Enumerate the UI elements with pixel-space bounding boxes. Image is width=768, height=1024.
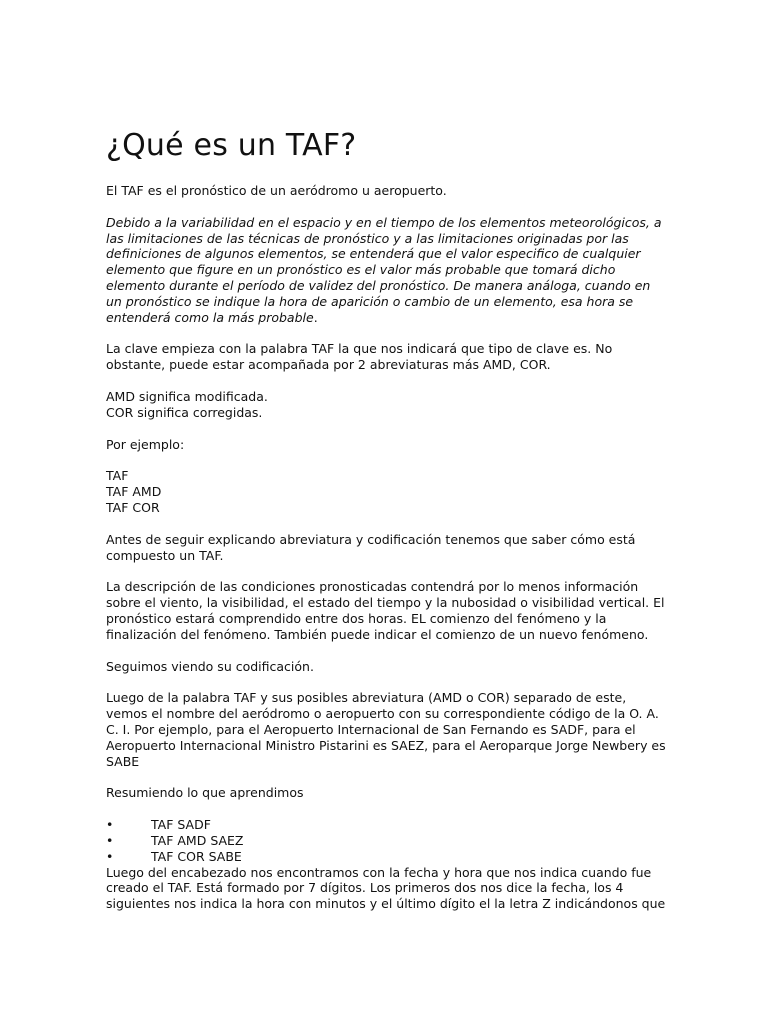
- bullet-icon: •: [106, 832, 114, 848]
- page-title: ¿Qué es un TAF?: [106, 128, 357, 163]
- paragraph-seguimos: Seguimos viendo su codificación.: [106, 658, 314, 674]
- paragraph-luego-taf: Luego de la palabra TAF y sus posibles abreviatura (AMD o COR) separado de este, vemos el nombre del aeródromo o aeropuerto con su correspondiente código de la O. A. C. I. Por ejemplo, para el Aeropuerto Internacional de San Fernando es SADF, para el Aeropuerto Internacional Ministro Pistarini es SAEZ, para el Aeroparque Jorge Newbery es SABE: [106, 690, 666, 769]
- example-block: [106, 468, 666, 515]
- paragraph-por-ejemplo: Por ejemplo:: [106, 436, 185, 452]
- list-item: [106, 833, 666, 849]
- bullet-icon: •: [106, 817, 114, 833]
- definition-italic-text: Debido a la variabilidad en el espacio y en el tiempo de los elementos meteorológicos, a las limitaciones de las técnicas de pronóstico y a las limitaciones originadas por las definiciones de algunos elementos, se entenderá que el valor especifico de cualquier elemento que figure en un pronóstico es el valor más probable que tomará dicho elemento durante el período de validez del pronóstico. De manera análoga, cuando en un pronóstico se indique la hora de aparición o cambio de un elemento, esa hora se entenderá como la más probable: [106, 214, 662, 325]
- example-line: TAF: [106, 468, 129, 484]
- list-item-text: TAF AMD SAEZ: [151, 832, 244, 848]
- example-line: TAF COR: [106, 499, 160, 515]
- list-item-text: TAF COR SABE: [151, 848, 242, 864]
- summary-list: [106, 817, 666, 864]
- paragraph-definition: [106, 215, 666, 326]
- list-item: [106, 849, 666, 865]
- paragraph-antes: Antes de seguir explicando abreviatura y codificación tenemos que saber cómo está compuesto un TAF.: [106, 531, 636, 563]
- list-item-text: TAF SADF: [151, 817, 211, 833]
- document-page: [106, 126, 666, 912]
- paragraph-resumiendo: Resumiendo lo que aprendimos: [106, 785, 304, 801]
- paragraph-cor: COR significa corregidas.: [106, 404, 263, 420]
- list-item: [106, 817, 666, 833]
- definition-end-period: .: [313, 309, 318, 325]
- paragraph-intro: El TAF es el pronóstico de un aeródromo u aeropuerto.: [106, 183, 447, 198]
- bullet-icon: •: [106, 848, 114, 864]
- example-line: TAF AMD: [106, 484, 162, 500]
- paragraph-descripcion: La descripción de las condiciones pronosticadas contendrá por lo menos información sobre el viento, la visibilidad, el estado del tiempo y la nubosidad o visibilidad vertical. El pronóstico estará comprendido entre dos horas. EL comienzo del fenómeno y la finalización del fenómeno. También puede indicar el comienzo de un nuevo fenómeno.: [106, 579, 665, 642]
- paragraph-clave: La clave empieza con la palabra TAF la que nos indicará que tipo de clave es. No obstante, puede estar acompañada por 2 abreviaturas más AMD, COR.: [106, 341, 613, 373]
- paragraph-amd: AMD significa modificada.: [106, 388, 268, 404]
- paragraph-encabezado: Luego del encabezado nos encontramos con la fecha y hora que nos indica cuando fue creado el TAF. Está formado por 7 dígitos. Los primeros dos nos dice la fecha, los 4 siguientes nos indica la hora con minutos y el último dígito el la letra Z indicándonos que: [106, 864, 666, 912]
